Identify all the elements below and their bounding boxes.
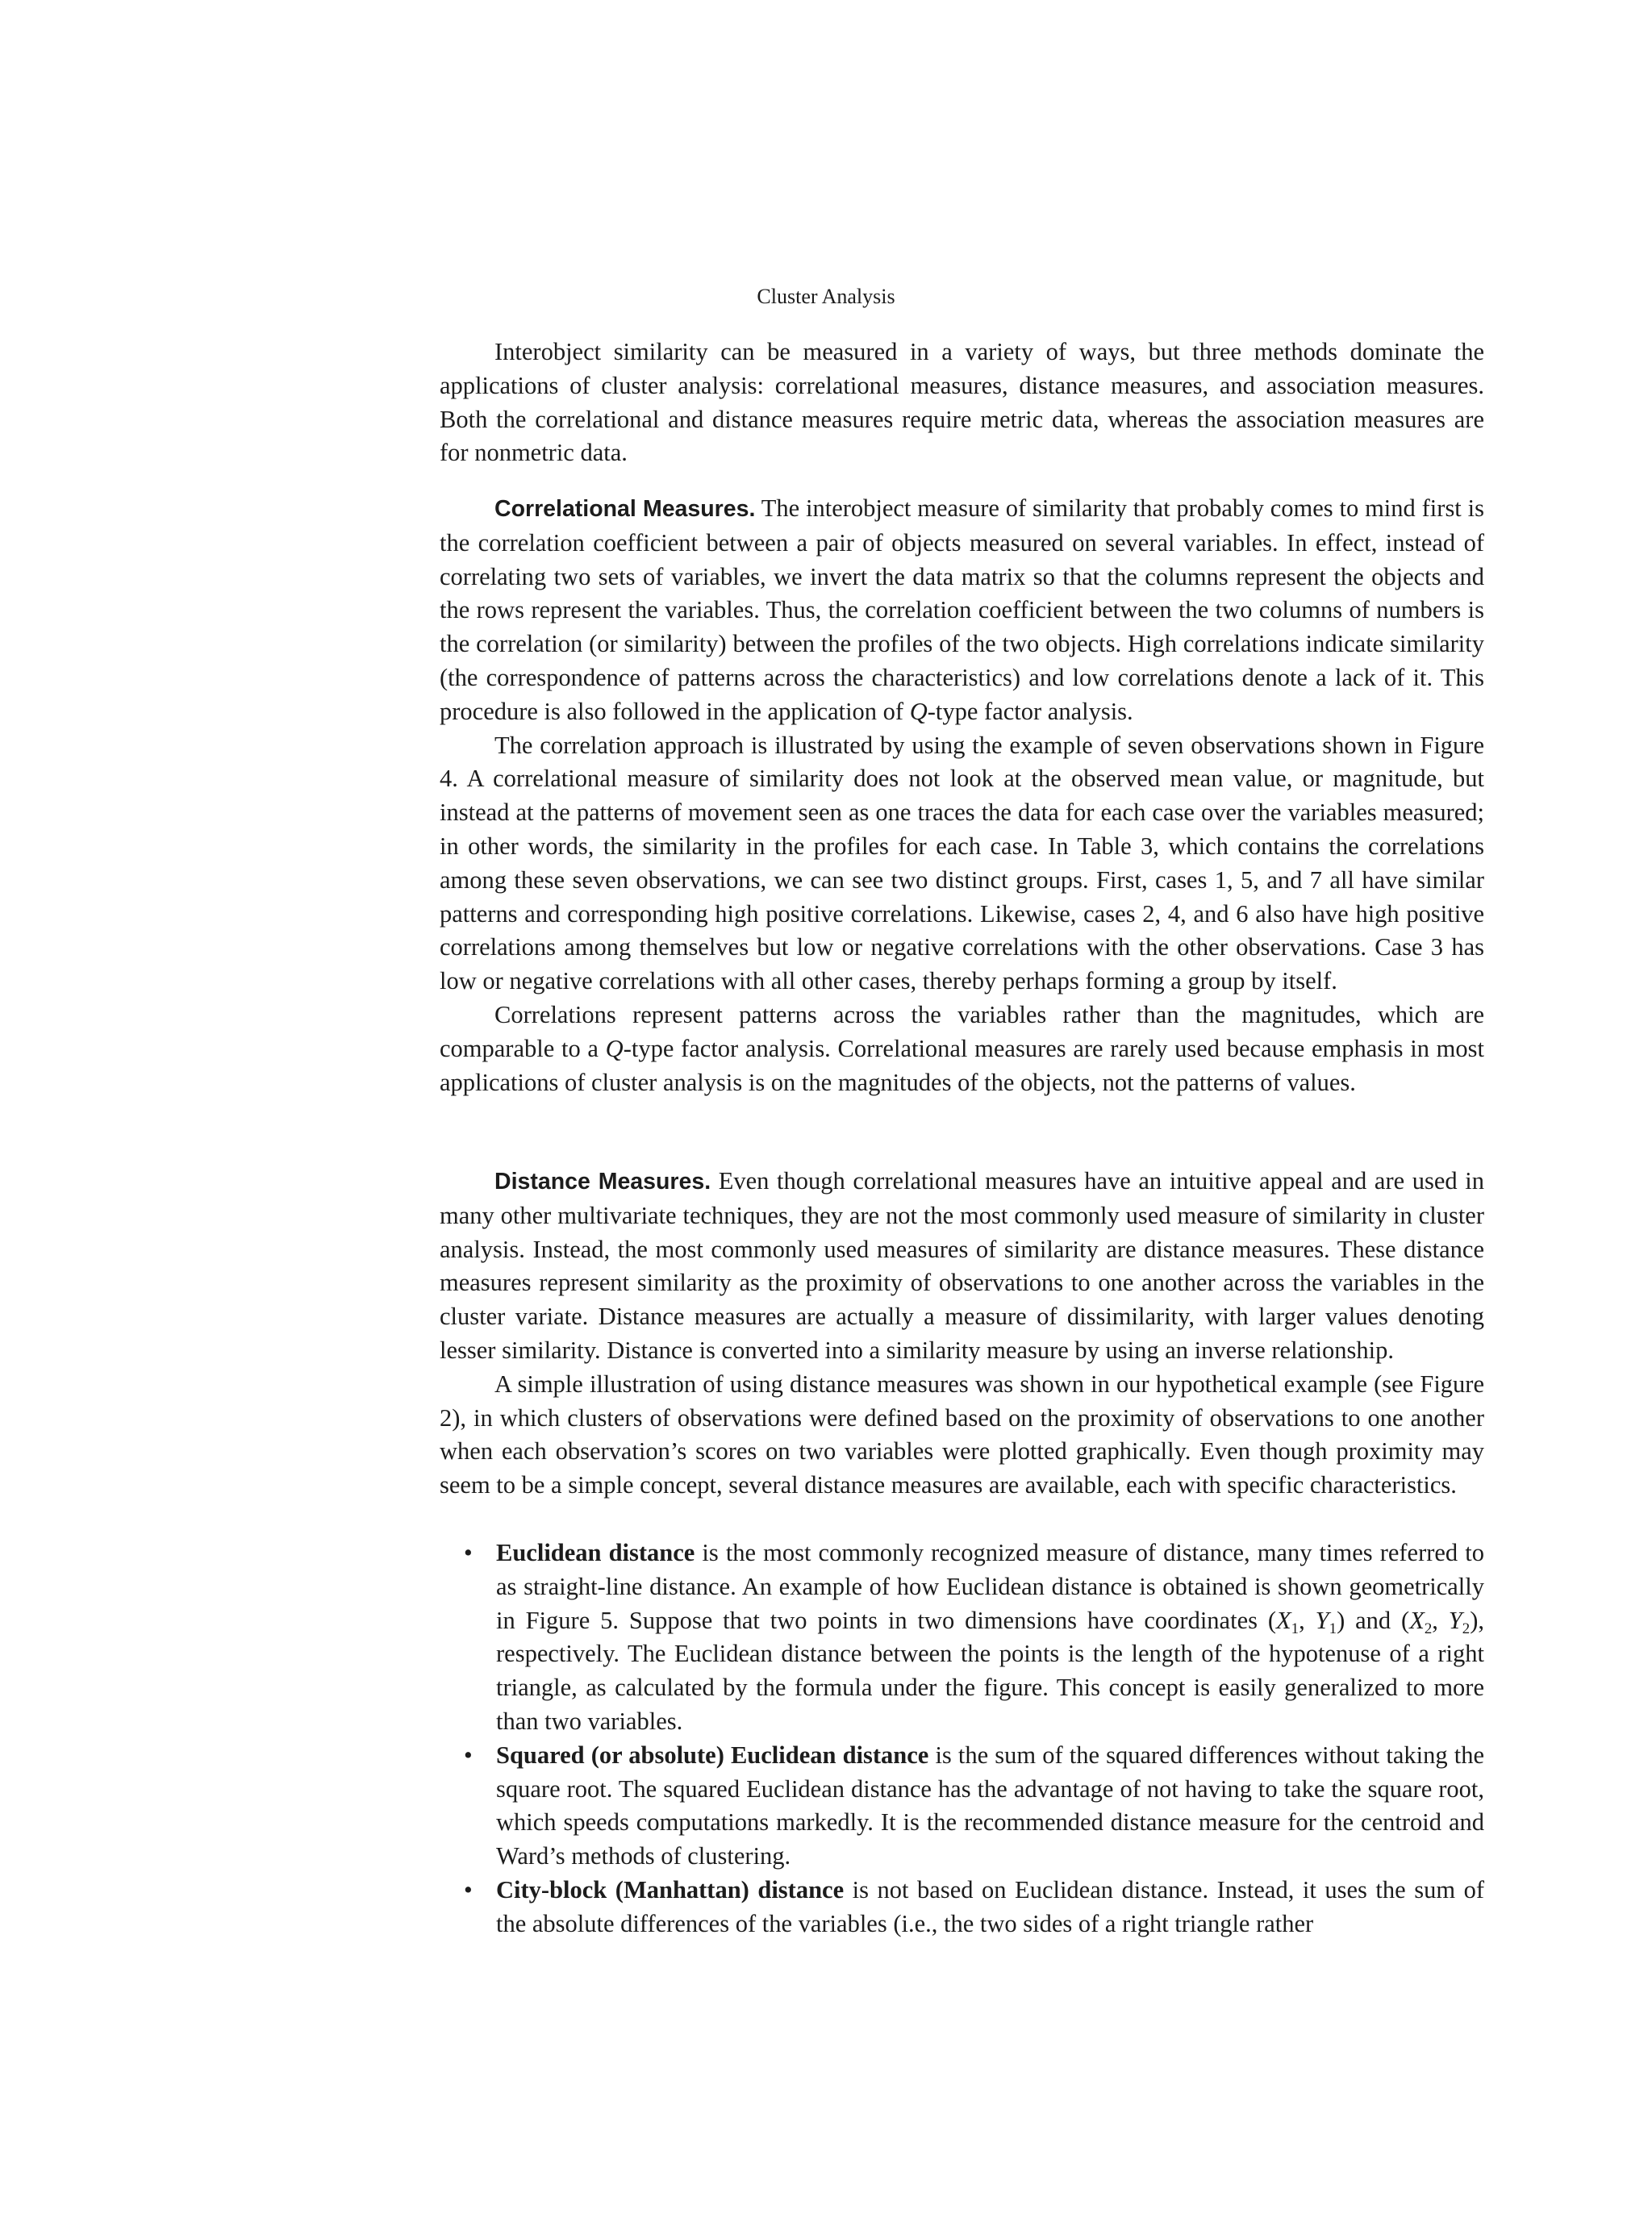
var-x: X xyxy=(1276,1606,1291,1634)
euclidean-text-tail: ), respectively. The Euclidean distance between the points is the length of the hypotenuse of a right triangle, as calculated by the formula under the figure. This concept is easily generalized to more than two variables. xyxy=(496,1606,1485,1735)
correlational-p3-tail: -type factor analysis. Correlational measures are rarely used because emphasis in most applications of cluster analysis is on the magnitudes of the objects, not the patterns of values. xyxy=(440,1034,1484,1096)
intro-paragraph: Interobject similarity can be measured in a variety of ways, but three methods dominate the applications of cluster analysis: correlational measures, distance measures, and association measures. Both the correlational and distance measures require metric data, whereas the association measures are for nonmetric data. xyxy=(440,338,1484,467)
correlational-p1-text: The interobject measure of similarity that probably comes to mind first is the correlation coefficient between a pair of objects measured on several variables. In effect, instead of correlating two sets of variables, we invert the data matrix so that the columns represent the objects and the rows represent the variables. Thus, the correlation coefficient between the two columns of numbers is the correlation (or similarity) between the profiles of the two objects. High correlations indicate similarity (the correspondence of patterns across the characteristics) and low correlations denote a lack of it. This procedure is also followed in the application of xyxy=(440,494,1484,725)
distance-measures-heading: Distance Measures. xyxy=(494,1169,711,1195)
distance-measures-list xyxy=(440,1537,1484,1941)
var-x: X xyxy=(1409,1606,1425,1634)
euclidean-text: is the most commonly recognized measure of distance, many times referred to as straight-line distance. An example of how Euclidean distance is obtained is shown geometrically in Figure 5. Suppose that two points in two dimensions have coordinates ( xyxy=(496,1538,1484,1634)
distance-measures-section xyxy=(440,1165,1484,1941)
subscript: 2 xyxy=(1462,1620,1471,1637)
term-squared-euclidean-distance: Squared (or absolute) Euclidean distance xyxy=(496,1741,929,1769)
correlational-p3-text: Correlations represent patterns across the variables rather than the magnitudes, which are comparable to a xyxy=(440,1000,1484,1062)
correlational-measures-section xyxy=(440,492,1484,1099)
distance-p1-text: Even though correlational measures have an intuitive appeal and are used in many other multivariate techniques, they are not the most commonly used measure of similarity in cluster analysis. Instead, the most commonly used measures of similarity are distance measures. These distance measures represent similarity as the proximity of observations to one another across the variables in the cluster variate. Distance measures are actually a measure of dissimilarity, with larger values denoting lesser similarity. Distance is converted into a similarity measure by using an inverse relationship. xyxy=(440,1167,1484,1364)
term-city-block-distance: City-block (Manhattan) distance xyxy=(496,1875,845,1904)
term-euclidean-distance: Euclidean distance xyxy=(496,1538,695,1566)
distance-paragraph-2: A simple illustration of using distance measures was shown in our hypothetical example (see Figure 2), in which clusters of observations were defined based on the proximity of observations to one another when each observation’s scores on two variables were plotted graphically. Even though proximity may seem to be a simple concept, several distance measures are available, each with specific characteristics. xyxy=(440,1370,1484,1499)
q-symbol: Q xyxy=(605,1034,624,1062)
var-y: Y xyxy=(1315,1606,1329,1634)
subscript: 2 xyxy=(1424,1620,1433,1637)
q-symbol: Q xyxy=(909,697,928,725)
list-item-euclidean: • Euclidean distance is the most commonly recognized measure of distance, many times referred to as straight-line distance. An example of how Euclidean distance is obtained is shown geometrically in Figure 5. Suppose that two points in two dimensions have coordinates ($X_1$, $Y_1$) and ($X_2$, $Y_2$), respectively. The Euclidean distance between the points is the length of the hypotenuse of a right triangle, as calculated by the formula under the figure. This concept is easily generalized to more than two variables. xyxy=(440,1537,1484,1739)
intro-section xyxy=(440,336,1484,470)
var-y: Y xyxy=(1448,1606,1462,1634)
city-block-text: is not based on Euclidean distance. Instead, it uses the sum of the absolute differences of the variables (i.e., the two sides of a right triangle rather xyxy=(496,1875,1484,1937)
squared-euclidean-text: is the sum of the squared differences without taking the square root. The squared Euclidean distance has the advantage of not having to take the square root, which speeds computations markedly. It is the recommended distance measure for the centroid and Ward’s methods of clustering. xyxy=(496,1741,1484,1870)
list-item-city-block xyxy=(440,1874,1484,1941)
subscript: 1 xyxy=(1291,1620,1299,1637)
correlational-measures-heading: Correlational Measures. xyxy=(494,496,756,522)
correlational-paragraph-2: The correlation approach is illustrated by using the example of seven observations shown in Figure 4. A correlational measure of similarity does not look at the observed mean value, or magnitude, but instead at the patterns of movement seen as one traces the data for each case over the variables measured; in other words, the similarity in the profiles for each case. In Table 3, which contains the correlations among these seven observations, we can see two distinct groups. First, cases 1, 5, and 7 all have similar patterns and corresponding high positive correlations. Likewise, cases 2, 4, and 6 also have high positive correlations among themselves but low or negative correlations with the other observations. Case 3 has low or negative correlations with all other cases, thereby perhaps forming a group by itself. xyxy=(440,731,1484,995)
list-item-squared-euclidean xyxy=(440,1739,1484,1874)
correlational-paragraph-3 xyxy=(440,999,1484,1099)
correlational-p1-tail: -type factor analysis. xyxy=(927,697,1133,725)
correlational-paragraph-1 xyxy=(440,492,1484,729)
distance-paragraph-1 xyxy=(440,1165,1484,1368)
running-header: Cluster Analysis xyxy=(757,285,895,308)
subscript: 1 xyxy=(1329,1620,1337,1637)
